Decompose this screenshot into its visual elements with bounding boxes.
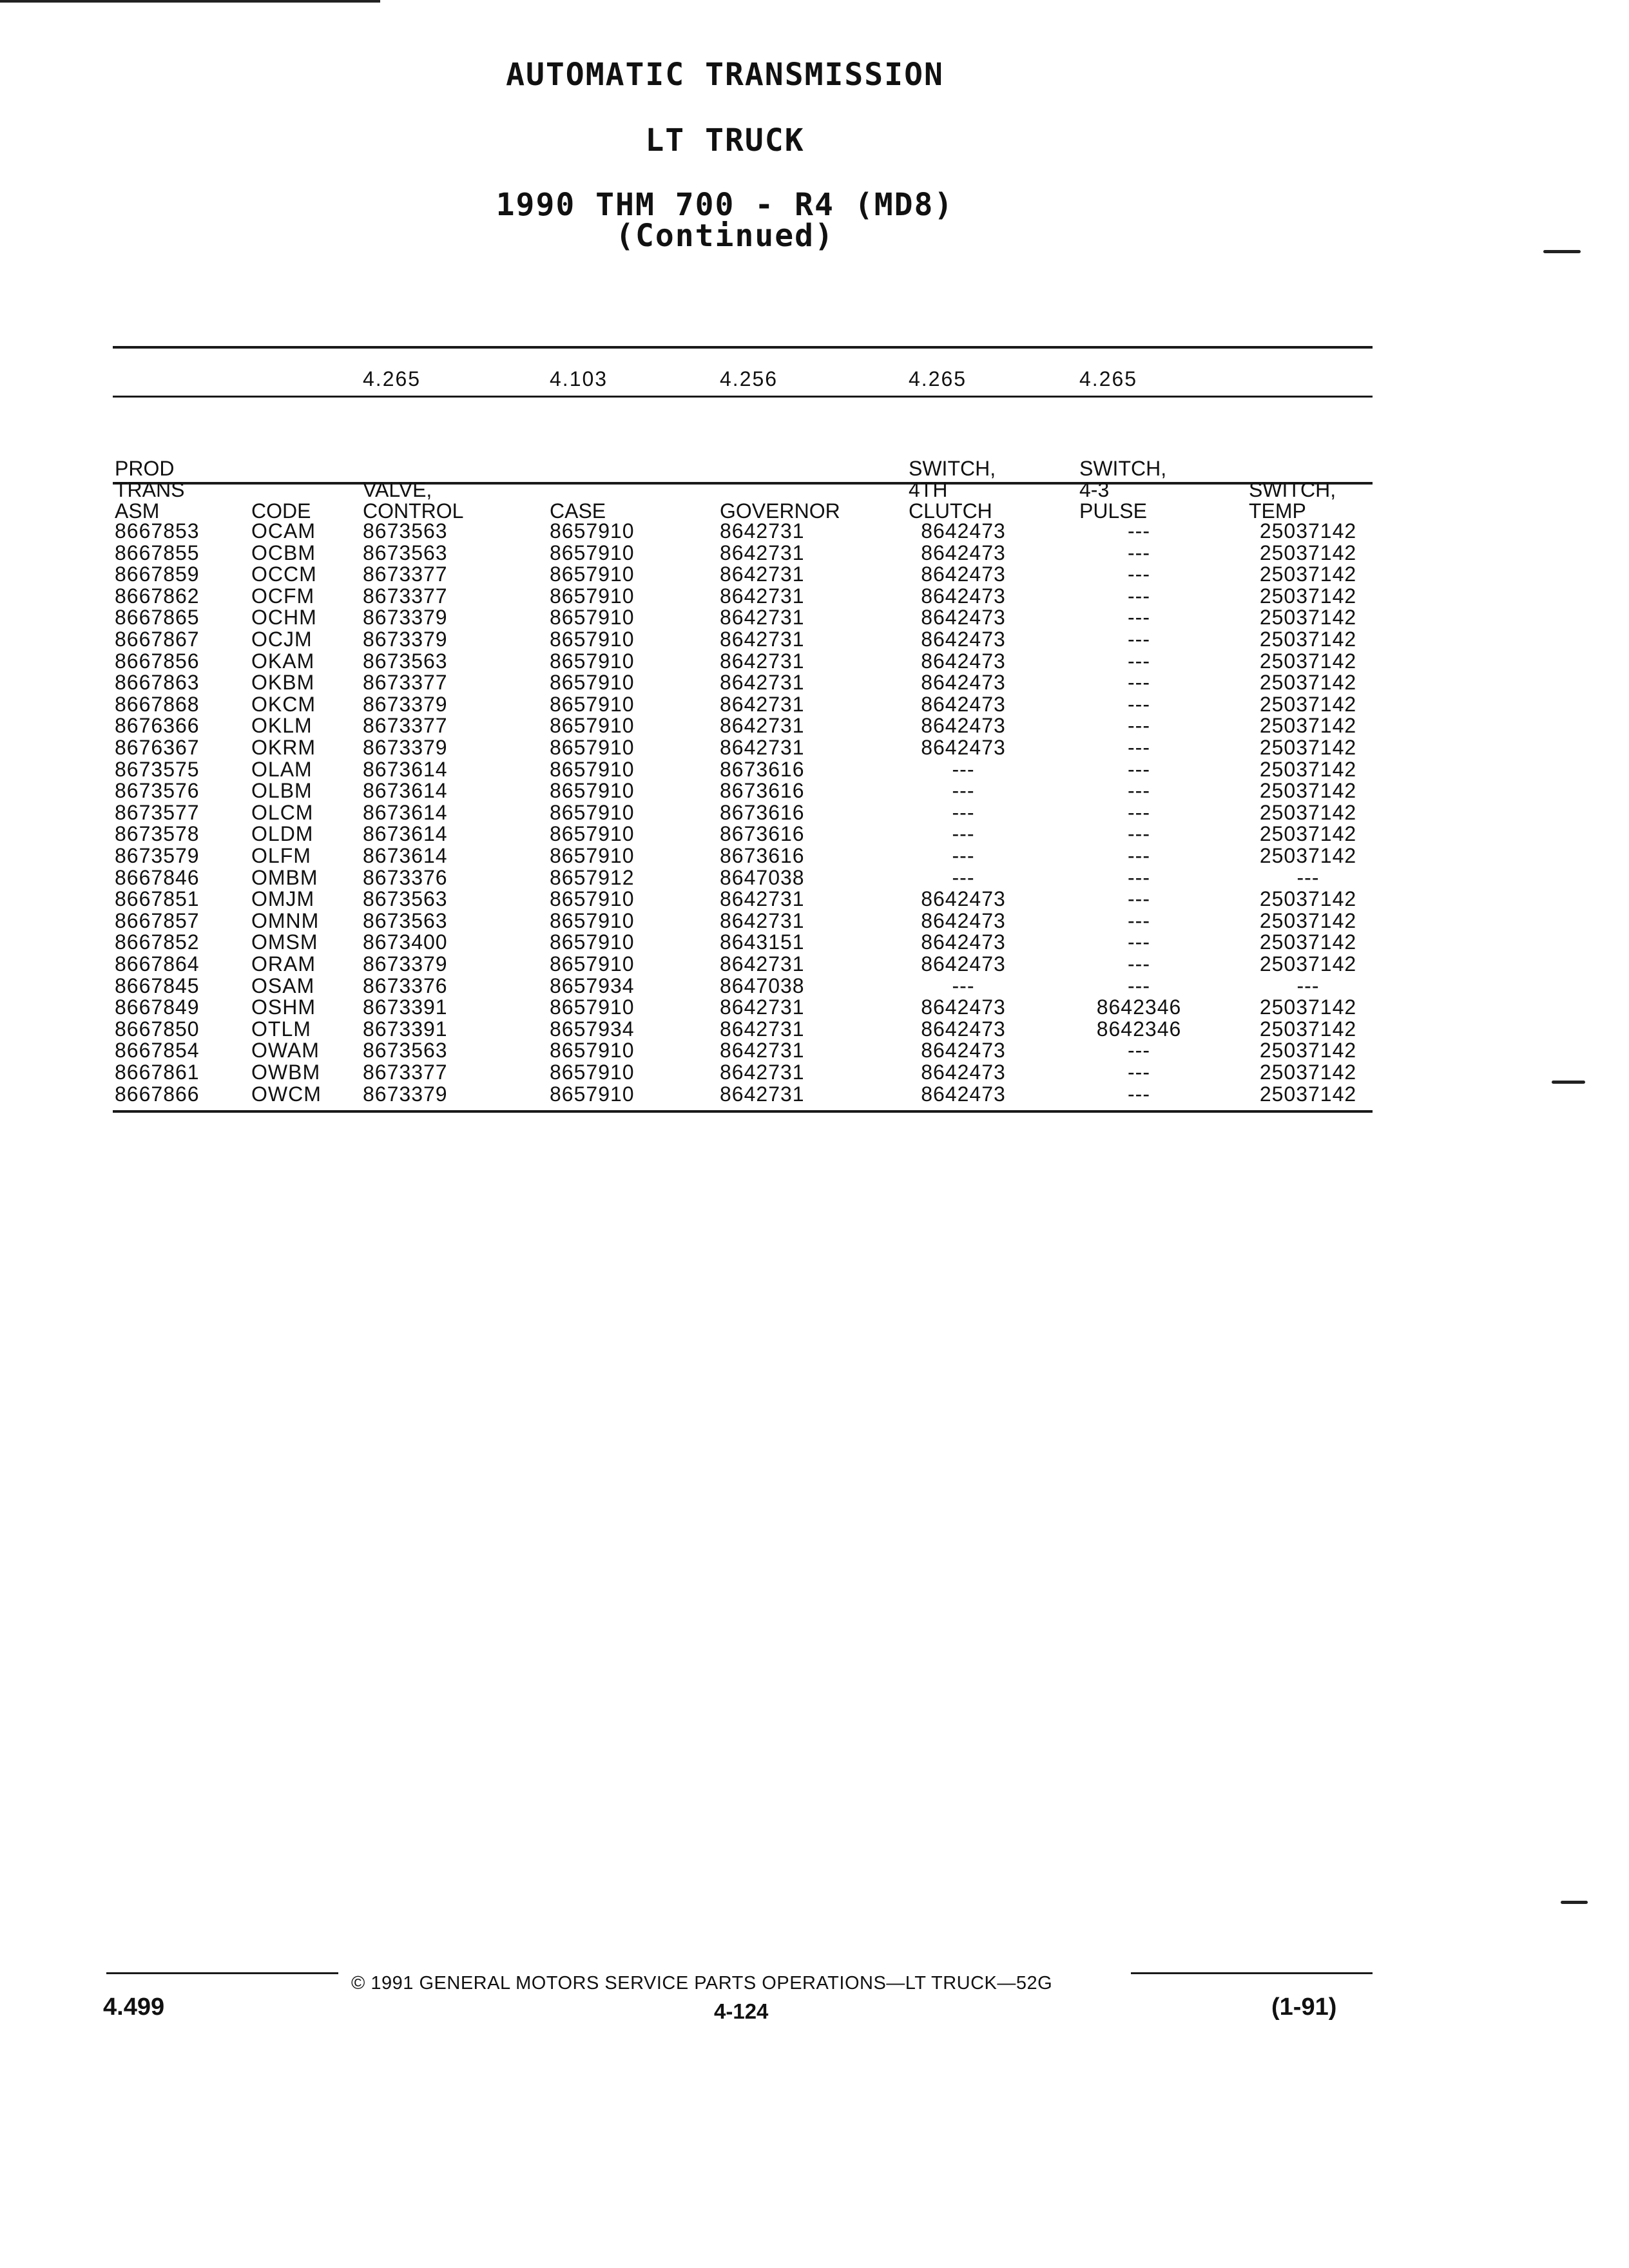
cell-valve-control: 8673614 bbox=[363, 800, 448, 824]
cell-prod-trans-asm: 8667864 bbox=[115, 952, 200, 975]
cell-switch-temp: --- bbox=[1296, 865, 1320, 889]
cell-prod-trans-asm: 8667846 bbox=[115, 865, 200, 889]
model-heading: 1990 THM 700 - R4 (MD8) bbox=[496, 187, 954, 223]
table-row bbox=[0, 543, 1629, 564]
table-row bbox=[0, 867, 1629, 889]
cell-prod-trans-asm: 8667854 bbox=[115, 1039, 200, 1062]
cell-switch-temp: 25037142 bbox=[1259, 1061, 1357, 1084]
cell-code: OTLM bbox=[251, 1017, 311, 1041]
cell-switch-4th-clutch: 8642473 bbox=[921, 995, 1006, 1019]
cell-valve-control: 8673377 bbox=[363, 562, 448, 586]
cell-valve-control: 8673379 bbox=[363, 606, 448, 629]
table-row bbox=[0, 759, 1629, 781]
cell-prod-trans-asm: 8667867 bbox=[115, 628, 200, 651]
cell-switch-4th-clutch: 8642473 bbox=[921, 692, 1006, 716]
cell-case: 8657910 bbox=[550, 1082, 635, 1106]
cell-governor: 8673616 bbox=[720, 822, 805, 846]
cell-case: 8657910 bbox=[550, 541, 635, 564]
column-header-switch-temp: SWITCH, TEMP bbox=[1249, 478, 1336, 523]
table-row bbox=[0, 672, 1629, 694]
cell-switch-4-3-pulse: --- bbox=[1128, 757, 1150, 781]
cell-prod-trans-asm: 8673577 bbox=[115, 800, 200, 824]
cell-prod-trans-asm: 8676367 bbox=[115, 736, 200, 759]
cell-switch-temp: 25037142 bbox=[1259, 606, 1357, 629]
cell-governor: 8673616 bbox=[720, 844, 805, 867]
cell-case: 8657910 bbox=[550, 584, 635, 608]
cell-code: OMBM bbox=[251, 865, 318, 889]
cell-valve-control: 8673391 bbox=[363, 1017, 448, 1041]
cell-switch-4-3-pulse: --- bbox=[1128, 908, 1150, 932]
cell-switch-4-3-pulse: --- bbox=[1128, 930, 1150, 954]
cell-prod-trans-asm: 8667850 bbox=[115, 1017, 200, 1041]
table-row bbox=[0, 845, 1629, 867]
table-row bbox=[0, 932, 1629, 954]
cell-switch-4th-clutch: 8642473 bbox=[921, 952, 1006, 975]
cell-switch-4th-clutch: 8642473 bbox=[921, 908, 1006, 932]
cell-code: OWBM bbox=[251, 1061, 321, 1084]
cell-case: 8657910 bbox=[550, 692, 635, 716]
cell-case: 8657910 bbox=[550, 1039, 635, 1062]
cell-valve-control: 8673563 bbox=[363, 519, 448, 543]
cell-switch-4th-clutch: 8642473 bbox=[921, 649, 1006, 673]
cell-case: 8657934 bbox=[550, 1017, 635, 1041]
cell-switch-4-3-pulse: --- bbox=[1128, 562, 1150, 586]
footer-rule-right bbox=[1131, 1972, 1373, 1974]
cell-prod-trans-asm: 8667845 bbox=[115, 974, 200, 997]
cell-switch-temp: 25037142 bbox=[1259, 779, 1357, 803]
cell-governor: 8642731 bbox=[720, 519, 805, 543]
cell-code: OSHM bbox=[251, 995, 316, 1019]
cell-code: OWAM bbox=[251, 1039, 320, 1062]
cell-prod-trans-asm: 8667849 bbox=[115, 995, 200, 1019]
cell-switch-4th-clutch: 8642473 bbox=[921, 1017, 1006, 1041]
copyright-notice: © 1991 GENERAL MOTORS SERVICE PARTS OPERATIONS—LT TRUCK—52G bbox=[351, 1973, 1053, 1994]
cell-switch-4-3-pulse: --- bbox=[1128, 714, 1150, 738]
cell-valve-control: 8673379 bbox=[363, 692, 448, 716]
cell-case: 8657910 bbox=[550, 822, 635, 846]
footer-rule-left bbox=[106, 1972, 338, 1974]
cell-case: 8657910 bbox=[550, 628, 635, 651]
cell-switch-4-3-pulse: --- bbox=[1128, 692, 1150, 716]
cell-switch-4th-clutch: 8642473 bbox=[921, 541, 1006, 564]
cell-governor: 8642731 bbox=[720, 952, 805, 975]
cell-switch-4-3-pulse: --- bbox=[1128, 952, 1150, 975]
cell-switch-4-3-pulse: --- bbox=[1128, 887, 1150, 911]
cell-case: 8657912 bbox=[550, 865, 635, 889]
cell-switch-temp: --- bbox=[1296, 974, 1320, 997]
page-subtitle: LT TRUCK bbox=[645, 122, 805, 159]
cell-switch-temp: 25037142 bbox=[1259, 541, 1357, 564]
cell-switch-temp: 25037142 bbox=[1259, 800, 1357, 824]
top-edge-rule bbox=[0, 0, 380, 3]
cell-switch-4-3-pulse: --- bbox=[1128, 541, 1150, 564]
cell-switch-temp: 25037142 bbox=[1259, 757, 1357, 781]
table-row bbox=[0, 607, 1629, 629]
page-title: AUTOMATIC TRANSMISSION bbox=[506, 57, 944, 93]
cell-valve-control: 8673377 bbox=[363, 714, 448, 738]
section-number-pulse: 4.265 bbox=[1079, 367, 1138, 390]
cell-case: 8657910 bbox=[550, 649, 635, 673]
cell-code: OLAM bbox=[251, 757, 313, 781]
cell-switch-temp: 25037142 bbox=[1259, 995, 1357, 1019]
cell-switch-4-3-pulse: --- bbox=[1128, 628, 1150, 651]
cell-switch-4th-clutch: 8642473 bbox=[921, 519, 1006, 543]
cell-governor: 8642731 bbox=[720, 887, 805, 911]
continued-label: (Continued) bbox=[615, 218, 834, 254]
cell-switch-4th-clutch: 8642473 bbox=[921, 628, 1006, 651]
cell-governor: 8642731 bbox=[720, 628, 805, 651]
cell-governor: 8642731 bbox=[720, 649, 805, 673]
cell-prod-trans-asm: 8667855 bbox=[115, 541, 200, 564]
cell-switch-temp: 25037142 bbox=[1259, 1017, 1357, 1041]
cell-valve-control: 8673377 bbox=[363, 1061, 448, 1084]
cell-case: 8657934 bbox=[550, 974, 635, 997]
cell-case: 8657910 bbox=[550, 952, 635, 975]
cell-switch-temp: 25037142 bbox=[1259, 736, 1357, 759]
cell-switch-temp: 25037142 bbox=[1259, 908, 1357, 932]
table-row bbox=[0, 997, 1629, 1019]
cell-switch-temp: 25037142 bbox=[1259, 844, 1357, 867]
cell-governor: 8642731 bbox=[720, 1061, 805, 1084]
cell-code: OLDM bbox=[251, 822, 314, 846]
cell-switch-4th-clutch: --- bbox=[952, 822, 975, 846]
cell-code: OKLM bbox=[251, 714, 313, 738]
cell-switch-4-3-pulse: --- bbox=[1128, 671, 1150, 695]
column-header-code: CODE bbox=[251, 499, 311, 523]
cell-switch-4th-clutch: 8642473 bbox=[921, 887, 1006, 911]
cell-switch-4th-clutch: --- bbox=[952, 757, 975, 781]
cell-valve-control: 8673379 bbox=[363, 952, 448, 975]
column-header-switch-4-3-pulse: SWITCH, 4-3 PULSE bbox=[1079, 457, 1167, 523]
table-row bbox=[0, 802, 1629, 824]
cell-code: OKAM bbox=[251, 649, 315, 673]
cell-switch-temp: 25037142 bbox=[1259, 562, 1357, 586]
cell-governor: 8647038 bbox=[720, 974, 805, 997]
cell-switch-4-3-pulse: --- bbox=[1128, 1061, 1150, 1084]
cell-switch-4th-clutch: 8642473 bbox=[921, 714, 1006, 738]
cell-case: 8657910 bbox=[550, 800, 635, 824]
table-row bbox=[0, 780, 1629, 802]
cell-case: 8657910 bbox=[550, 671, 635, 695]
cell-switch-4th-clutch: --- bbox=[952, 865, 975, 889]
cell-governor: 8642731 bbox=[720, 995, 805, 1019]
cell-valve-control: 8673563 bbox=[363, 541, 448, 564]
cell-governor: 8642731 bbox=[720, 1039, 805, 1062]
cell-governor: 8643151 bbox=[720, 930, 805, 954]
cell-switch-4th-clutch: 8642473 bbox=[921, 562, 1006, 586]
cell-governor: 8642731 bbox=[720, 692, 805, 716]
cell-code: OCBM bbox=[251, 541, 316, 564]
cell-governor: 8642731 bbox=[720, 736, 805, 759]
cell-case: 8657910 bbox=[550, 930, 635, 954]
cell-switch-4-3-pulse: --- bbox=[1128, 800, 1150, 824]
cell-prod-trans-asm: 8667868 bbox=[115, 692, 200, 716]
cell-switch-4-3-pulse: --- bbox=[1128, 1039, 1150, 1062]
cell-prod-trans-asm: 8667857 bbox=[115, 908, 200, 932]
cell-switch-4th-clutch: --- bbox=[952, 800, 975, 824]
cell-valve-control: 8673391 bbox=[363, 995, 448, 1019]
cell-code: OCCM bbox=[251, 562, 317, 586]
cell-case: 8657910 bbox=[550, 1061, 635, 1084]
cell-governor: 8673616 bbox=[720, 757, 805, 781]
cell-valve-control: 8673614 bbox=[363, 844, 448, 867]
cell-valve-control: 8673614 bbox=[363, 757, 448, 781]
cell-prod-trans-asm: 8667853 bbox=[115, 519, 200, 543]
cell-valve-control: 8673376 bbox=[363, 974, 448, 997]
cell-case: 8657910 bbox=[550, 714, 635, 738]
cell-code: OLBM bbox=[251, 779, 313, 803]
cell-valve-control: 8673563 bbox=[363, 649, 448, 673]
cell-governor: 8642731 bbox=[720, 714, 805, 738]
cell-code: OLFM bbox=[251, 844, 311, 867]
column-header-valve-control: VALVE, CONTROL bbox=[363, 478, 464, 523]
cell-code: OKBM bbox=[251, 671, 315, 695]
cell-switch-4-3-pulse: --- bbox=[1128, 974, 1150, 997]
cell-prod-trans-asm: 8667866 bbox=[115, 1082, 200, 1106]
table-row bbox=[0, 889, 1629, 910]
cell-case: 8657910 bbox=[550, 606, 635, 629]
page-number-left: 4.499 bbox=[103, 1994, 165, 2021]
cell-valve-control: 8673400 bbox=[363, 930, 448, 954]
cell-case: 8657910 bbox=[550, 908, 635, 932]
table-row bbox=[0, 694, 1629, 716]
cell-prod-trans-asm: 8673576 bbox=[115, 779, 200, 803]
table-row bbox=[0, 651, 1629, 673]
cell-prod-trans-asm: 8667861 bbox=[115, 1061, 200, 1084]
cell-case: 8657910 bbox=[550, 519, 635, 543]
cell-switch-temp: 25037142 bbox=[1259, 584, 1357, 608]
cell-governor: 8647038 bbox=[720, 865, 805, 889]
cell-code: OKRM bbox=[251, 736, 316, 759]
cell-switch-temp: 25037142 bbox=[1259, 822, 1357, 846]
table-row bbox=[0, 954, 1629, 975]
cell-switch-4-3-pulse: --- bbox=[1128, 606, 1150, 629]
cell-code: OKCM bbox=[251, 692, 316, 716]
cell-switch-4th-clutch: --- bbox=[952, 974, 975, 997]
cell-code: OMJM bbox=[251, 887, 315, 911]
cell-governor: 8642731 bbox=[720, 541, 805, 564]
cell-code: OMSM bbox=[251, 930, 318, 954]
cell-switch-4th-clutch: 8642473 bbox=[921, 606, 1006, 629]
table-row bbox=[0, 564, 1629, 586]
cell-prod-trans-asm: 8667862 bbox=[115, 584, 200, 608]
table-row bbox=[0, 715, 1629, 737]
cell-prod-trans-asm: 8673575 bbox=[115, 757, 200, 781]
binder-mark bbox=[1561, 1901, 1588, 1904]
cell-code: OCHM bbox=[251, 606, 317, 629]
cell-prod-trans-asm: 8667865 bbox=[115, 606, 200, 629]
column-header-switch-4th-clutch: SWITCH, 4TH CLUTCH bbox=[909, 457, 996, 523]
cell-switch-4th-clutch: 8642473 bbox=[921, 584, 1006, 608]
cell-switch-temp: 25037142 bbox=[1259, 692, 1357, 716]
cell-switch-4th-clutch: 8642473 bbox=[921, 930, 1006, 954]
cell-switch-temp: 25037142 bbox=[1259, 1082, 1357, 1106]
cell-case: 8657910 bbox=[550, 779, 635, 803]
cell-governor: 8642731 bbox=[720, 562, 805, 586]
table-bottom-rule bbox=[113, 1110, 1373, 1113]
cell-valve-control: 8673563 bbox=[363, 1039, 448, 1062]
cell-switch-4-3-pulse: 8642346 bbox=[1096, 995, 1182, 1019]
cell-switch-temp: 25037142 bbox=[1259, 1039, 1357, 1062]
cell-switch-4-3-pulse: --- bbox=[1128, 584, 1150, 608]
table-row bbox=[0, 1019, 1629, 1041]
cell-switch-4-3-pulse: --- bbox=[1128, 779, 1150, 803]
cell-code: OCJM bbox=[251, 628, 313, 651]
table-row bbox=[0, 521, 1629, 543]
cell-governor: 8642731 bbox=[720, 1082, 805, 1106]
cell-governor: 8673616 bbox=[720, 779, 805, 803]
cell-code: OMNM bbox=[251, 908, 320, 932]
cell-valve-control: 8673563 bbox=[363, 908, 448, 932]
section-number-valve: 4.265 bbox=[363, 367, 421, 390]
cell-governor: 8642731 bbox=[720, 606, 805, 629]
cell-governor: 8642731 bbox=[720, 908, 805, 932]
column-header-case: CASE bbox=[550, 499, 606, 523]
table-row bbox=[0, 910, 1629, 932]
cell-switch-temp: 25037142 bbox=[1259, 714, 1357, 738]
cell-switch-4th-clutch: 8642473 bbox=[921, 671, 1006, 695]
revision-date: (1-91) bbox=[1271, 1994, 1337, 2021]
cell-switch-temp: 25037142 bbox=[1259, 628, 1357, 651]
table-row bbox=[0, 975, 1629, 997]
binder-mark bbox=[1543, 250, 1581, 253]
table-row bbox=[0, 1040, 1629, 1062]
cell-switch-temp: 25037142 bbox=[1259, 671, 1357, 695]
cell-valve-control: 8673377 bbox=[363, 584, 448, 608]
cell-valve-control: 8673379 bbox=[363, 736, 448, 759]
cell-case: 8657910 bbox=[550, 844, 635, 867]
cell-switch-4th-clutch: --- bbox=[952, 779, 975, 803]
cell-switch-4-3-pulse: --- bbox=[1128, 865, 1150, 889]
cell-code: OLCM bbox=[251, 800, 314, 824]
table-top-rule bbox=[113, 346, 1373, 349]
table-row bbox=[0, 586, 1629, 608]
cell-case: 8657910 bbox=[550, 736, 635, 759]
section-rule bbox=[113, 396, 1373, 398]
cell-switch-temp: 25037142 bbox=[1259, 649, 1357, 673]
cell-case: 8657910 bbox=[550, 995, 635, 1019]
table-row bbox=[0, 823, 1629, 845]
cell-switch-4-3-pulse: 8642346 bbox=[1096, 1017, 1182, 1041]
cell-prod-trans-asm: 8667852 bbox=[115, 930, 200, 954]
cell-governor: 8642731 bbox=[720, 671, 805, 695]
section-number-governor: 4.256 bbox=[720, 367, 778, 390]
cell-prod-trans-asm: 8667863 bbox=[115, 671, 200, 695]
cell-switch-4th-clutch: 8642473 bbox=[921, 1039, 1006, 1062]
cell-switch-4-3-pulse: --- bbox=[1128, 736, 1150, 759]
table-row bbox=[0, 629, 1629, 651]
cell-switch-4-3-pulse: --- bbox=[1128, 822, 1150, 846]
section-number-clutch: 4.265 bbox=[909, 367, 967, 390]
cell-valve-control: 8673376 bbox=[363, 865, 448, 889]
cell-valve-control: 8673379 bbox=[363, 628, 448, 651]
cell-prod-trans-asm: 8673578 bbox=[115, 822, 200, 846]
cell-switch-temp: 25037142 bbox=[1259, 930, 1357, 954]
table-row bbox=[0, 737, 1629, 759]
cell-prod-trans-asm: 8676366 bbox=[115, 714, 200, 738]
column-header-governor: GOVERNOR bbox=[720, 499, 840, 523]
cell-switch-4-3-pulse: --- bbox=[1128, 519, 1150, 543]
table-row bbox=[0, 1062, 1629, 1084]
cell-switch-4th-clutch: 8642473 bbox=[921, 736, 1006, 759]
cell-switch-temp: 25037142 bbox=[1259, 519, 1357, 543]
cell-governor: 8642731 bbox=[720, 584, 805, 608]
cell-switch-temp: 25037142 bbox=[1259, 952, 1357, 975]
cell-switch-4-3-pulse: --- bbox=[1128, 844, 1150, 867]
page-number-center: 4-124 bbox=[714, 1999, 769, 2023]
cell-code: ORAM bbox=[251, 952, 316, 975]
cell-governor: 8673616 bbox=[720, 800, 805, 824]
cell-valve-control: 8673614 bbox=[363, 822, 448, 846]
cell-valve-control: 8673379 bbox=[363, 1082, 448, 1106]
cell-switch-4-3-pulse: --- bbox=[1128, 649, 1150, 673]
cell-governor: 8642731 bbox=[720, 1017, 805, 1041]
cell-code: OCAM bbox=[251, 519, 316, 543]
cell-prod-trans-asm: 8667856 bbox=[115, 649, 200, 673]
cell-case: 8657910 bbox=[550, 887, 635, 911]
column-header-prod-trans-asm: PROD TRANS ASM bbox=[115, 457, 185, 523]
cell-switch-4th-clutch: 8642473 bbox=[921, 1061, 1006, 1084]
cell-switch-4th-clutch: --- bbox=[952, 844, 975, 867]
cell-valve-control: 8673377 bbox=[363, 671, 448, 695]
cell-code: OCFM bbox=[251, 584, 315, 608]
cell-case: 8657910 bbox=[550, 757, 635, 781]
cell-switch-4th-clutch: 8642473 bbox=[921, 1082, 1006, 1106]
cell-prod-trans-asm: 8667859 bbox=[115, 562, 200, 586]
cell-prod-trans-asm: 8673579 bbox=[115, 844, 200, 867]
cell-code: OWCM bbox=[251, 1082, 322, 1106]
cell-switch-temp: 25037142 bbox=[1259, 887, 1357, 911]
cell-valve-control: 8673563 bbox=[363, 887, 448, 911]
table-row bbox=[0, 1084, 1629, 1106]
cell-valve-control: 8673614 bbox=[363, 779, 448, 803]
section-number-case: 4.103 bbox=[550, 367, 608, 390]
cell-case: 8657910 bbox=[550, 562, 635, 586]
cell-switch-4-3-pulse: --- bbox=[1128, 1082, 1150, 1106]
cell-code: OSAM bbox=[251, 974, 315, 997]
cell-prod-trans-asm: 8667851 bbox=[115, 887, 200, 911]
